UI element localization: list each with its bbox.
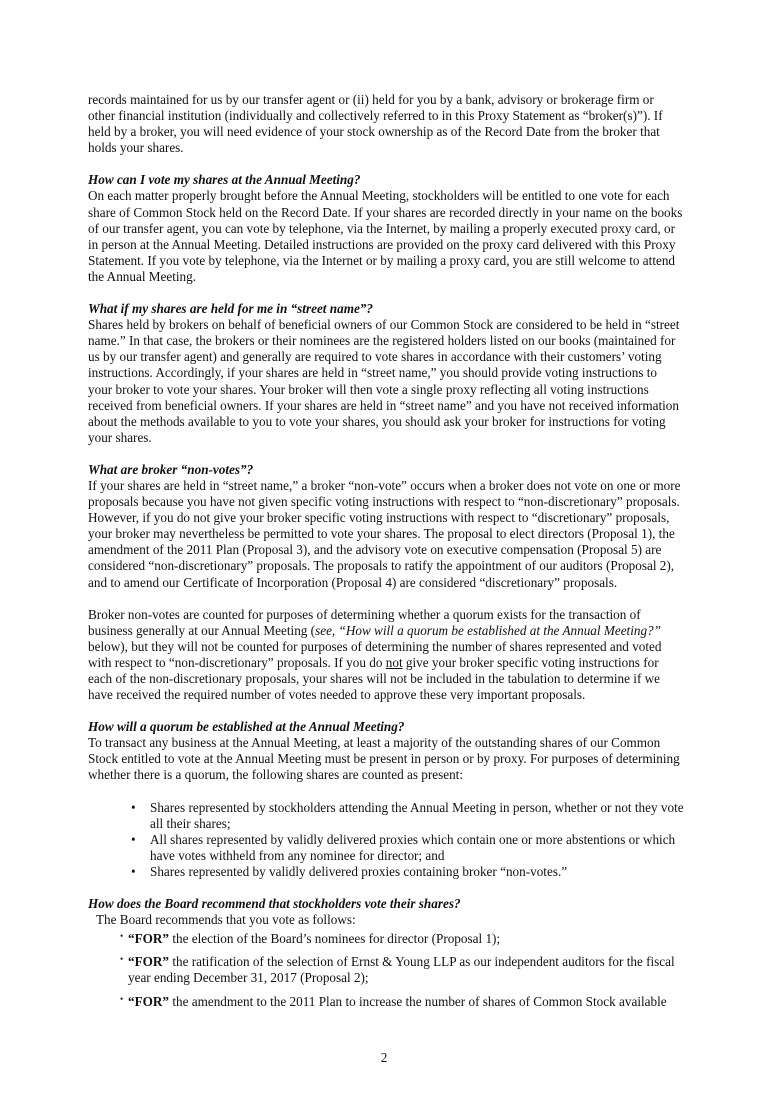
bullet-item: • Shares represented by stockholders attending the Annual Meeting in person, whether or not they vote all their shares; <box>131 800 684 832</box>
recommendation-item <box>120 931 684 947</box>
section-heading: How will a quorum be established at the Annual Meeting? <box>88 719 405 735</box>
recommendation-text: the ratification of the selection of Ernst & Young LLP as our independent auditors for the fiscal year ending December 31, 2017 (Proposal 2); <box>128 954 675 986</box>
section-quorum <box>88 719 684 880</box>
recommendation-item <box>120 954 684 986</box>
section-body: The Board recommends that you vote as follows: <box>96 912 356 928</box>
section-street-name <box>88 301 684 446</box>
bullet-item: • All shares represented by validly delivered proxies which contain one or more abstentions or which have votes withheld from any nominee for director; and <box>131 832 684 864</box>
recommendation-list <box>88 931 684 1009</box>
recommendation-text: the election of the Board’s nominees for director (Proposal 1); <box>169 931 501 947</box>
intro-paragraph: records maintained for us by our transfer agent or (ii) held for you by a bank, advisory or brokerage firm or other financial institution (individually and collectively referred to in this Proxy Statement as “broker(s)”). If held by a broker, you will need evidence of your stock ownership as of the Record Date from the broker that holds your shares. <box>88 92 663 156</box>
section-body: To transact any business at the Annual Meeting, at least a majority of the outstanding shares of our Common Stock entitled to vote at the Annual Meeting must be present in person or by proxy. For purposes of determining whether there is a quorum, the following shares are counted as present: <box>88 735 680 783</box>
text-segment: Broker non-votes are counted for purposes of determining whether a quorum exists for the transaction of business generally at our Annual Meeting ( <box>88 606 641 638</box>
section-body-2 <box>88 607 684 704</box>
text-segment: below), but they will not be counted for purposes of determining the number of shares represented and voted with respect to “non-discretionary” proposals. If you do <box>88 638 662 670</box>
section-body: If your shares are held in “street name,” a broker “non-vote” occurs when a broker does not vote on one or more proposals because you have not given specific voting instructions with respect to “non-discretionary” proposals. However, if you do not give your broker specific voting instructions with respect to “discretionary” proposals, your broker may nevertheless be permitted to vote your shares. The proposal to elect directors (Proposal 1), the amendment of the 2011 Plan (Proposal 3), and the advisory vote on executive compensation (Proposal 5) are considered “non-discretionary” proposals. The proposals to ratify the appointment of our auditors (Proposal 2), and to amend our Certificate of Incorporation (Proposal 4) are considered “discretionary” proposals. <box>88 477 681 590</box>
section-heading: How can I vote my shares at the Annual Meeting? <box>88 172 361 188</box>
cross-reference: see, “How will a quorum be established at the Annual Meeting?” <box>315 622 661 638</box>
vote-for-label: “FOR” <box>128 993 170 1009</box>
vote-for-label: “FOR” <box>128 931 170 947</box>
recommendation-text: the amendment to the 2011 Plan to increase the number of shares of Common Stock available <box>169 993 667 1009</box>
emphasis-not: not <box>385 654 403 670</box>
page-number: 2 <box>380 1049 388 1065</box>
page-content <box>88 92 684 1010</box>
section-body: Shares held by brokers on behalf of beneficial owners of our Common Stock are considered to be held in “street name.” In that case, the brokers or their nominees are the registered holders listed on our books (maintained for us by our transfer agent) and generally are required to vote shares in accordance with their customers’ voting instructions. Accordingly, if your shares are held in “street name,” you should provide voting instructions to your broker to vote your shares. Your broker will then vote a single proxy reflecting all voting instructions received from beneficial owners. If your shares are held in “street name” and you have not received information about the methods available to you to vote your shares, you should ask your broker for instructions for voting your shares. <box>88 317 680 445</box>
bullet-item: • Shares represented by validly delivered proxies containing broker “non-votes.” <box>131 864 684 880</box>
quorum-bullet-list <box>88 800 684 880</box>
vote-for-label: “FOR” <box>128 954 170 970</box>
section-heading: How does the Board recommend that stockholders vote their shares? <box>88 896 461 912</box>
section-heading: What if my shares are held for me in “street name”? <box>88 301 373 317</box>
section-vote-at-meeting <box>88 172 684 285</box>
section-body: On each matter properly brought before the Annual Meeting, stockholders will be entitled to one vote for each share of Common Stock held on the Record Date. If your shares are recorded directly in your name on the books of our transfer agent, you can vote by telephone, via the Internet, by mailing a properly executed proxy card, or in person at the Annual Meeting. Detailed instructions are provided on the proxy card delivered with this Proxy Statement. If you vote by telephone, via the Internet or by mailing a proxy card, you are still welcome to attend the Annual Meeting. <box>88 188 683 284</box>
text-segment: give your broker specific voting instructions for each of the non-discretionary proposals, your shares will not be included in the tabulation to determine if we have received the required number of votes needed to approve these very important proposals. <box>88 654 661 703</box>
recommendation-item <box>120 994 684 1010</box>
section-broker-non-votes <box>88 462 684 703</box>
section-heading: What are broker “non-votes”? <box>88 461 254 477</box>
